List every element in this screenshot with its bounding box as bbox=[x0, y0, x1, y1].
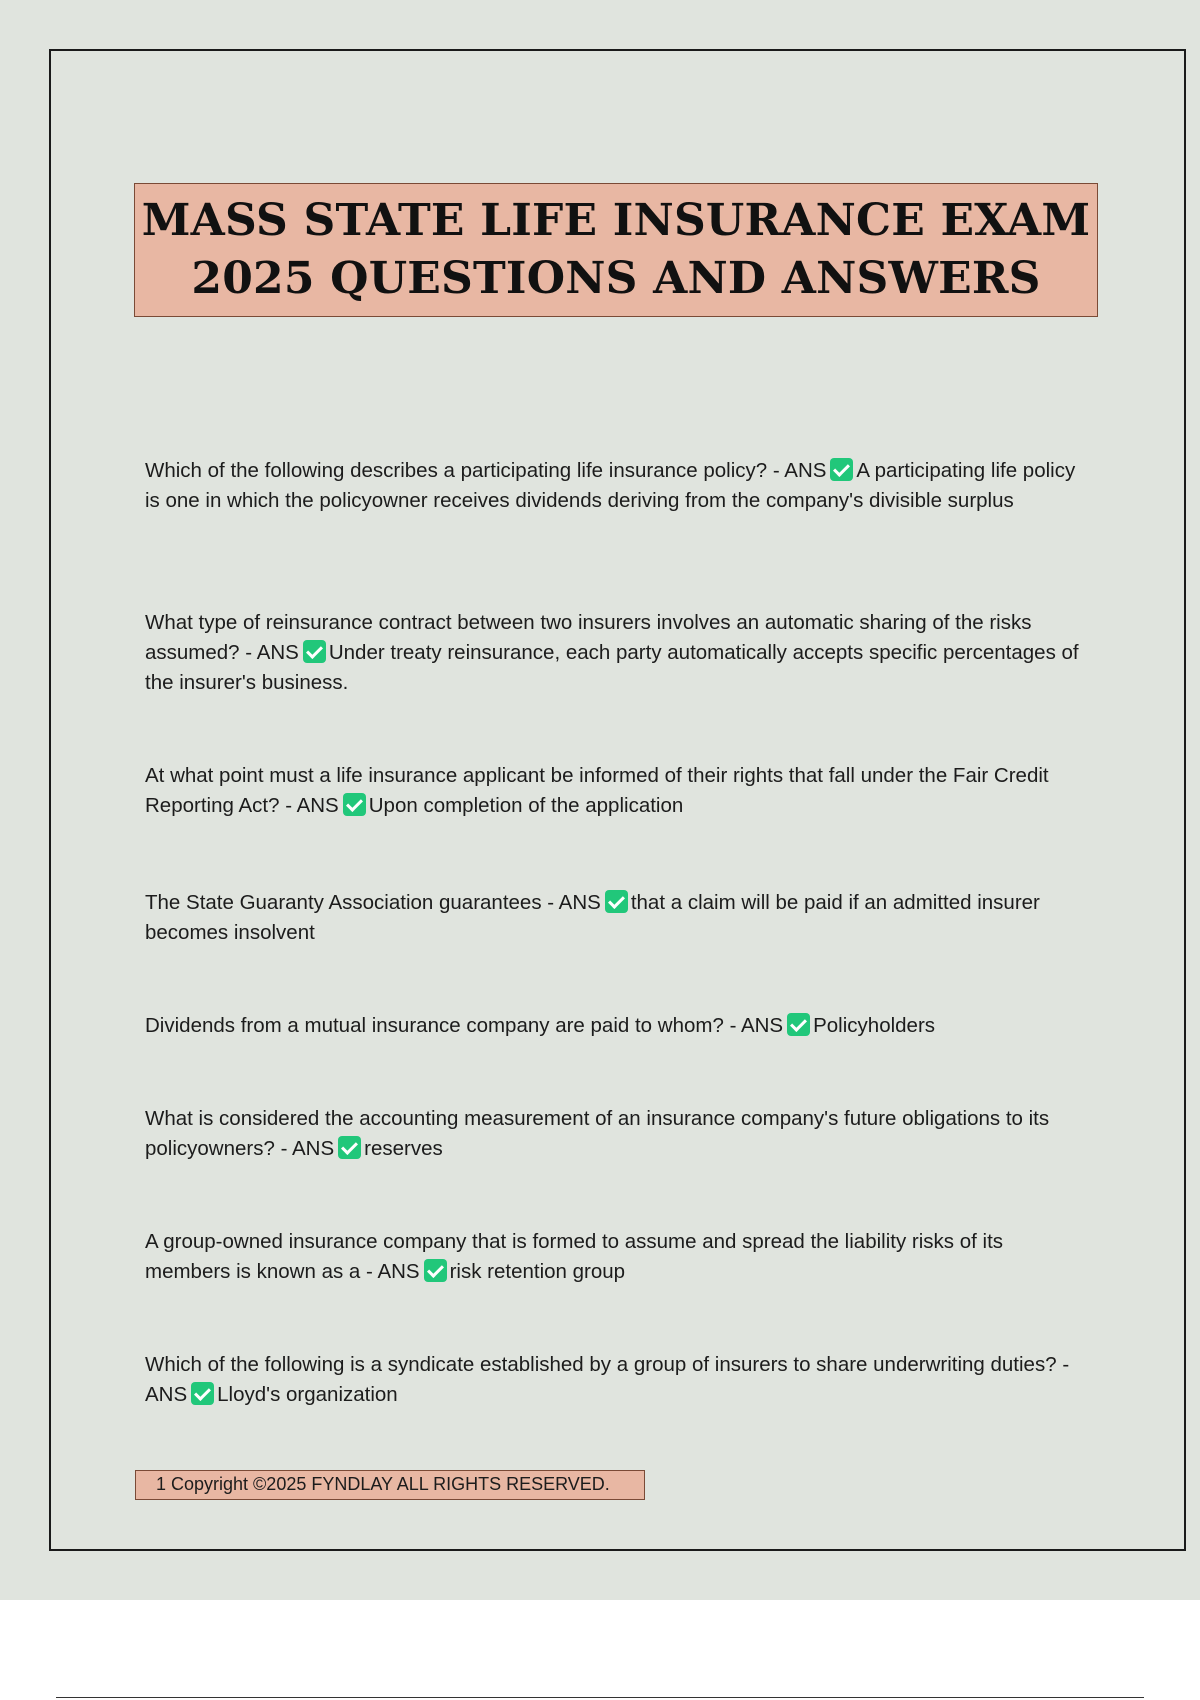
answer-separator: - ANS bbox=[729, 1014, 784, 1037]
check-icon bbox=[424, 1259, 447, 1282]
question-text: At what point must a life insurance applicant be informed of their rights that fall under the Fair Credit Reporting Act? bbox=[145, 764, 1049, 817]
qa-item bbox=[145, 888, 1085, 948]
answer-separator: - ANS bbox=[280, 1137, 335, 1160]
check-icon bbox=[605, 890, 628, 913]
document-title-box bbox=[134, 183, 1098, 317]
qa-item bbox=[145, 456, 1085, 516]
check-icon bbox=[830, 458, 853, 481]
answer-text: Under treaty reinsurance, each party automatically accepts specific percentages of the insurer's business. bbox=[145, 641, 1079, 694]
answer-text: that a claim will be paid if an admitted insurer becomes insolvent bbox=[145, 891, 1040, 944]
answer-separator: - ANS bbox=[772, 459, 827, 482]
question-text: Which of the following describes a participating life insurance policy? bbox=[145, 459, 768, 482]
check-icon bbox=[303, 640, 326, 663]
question-text: What is considered the accounting measurement of an insurance company's future obligations to its policyowners? bbox=[145, 1107, 1050, 1160]
qa-item bbox=[145, 1104, 1085, 1164]
answer-separator: - ANS bbox=[547, 891, 601, 914]
question-text: Dividends from a mutual insurance company are paid to whom? bbox=[145, 1014, 724, 1037]
qa-item bbox=[145, 608, 1085, 698]
qa-item bbox=[145, 761, 1085, 821]
answer-separator: - ANS bbox=[145, 1353, 1070, 1406]
check-icon bbox=[787, 1013, 810, 1036]
answer-text: risk retention group bbox=[449, 1260, 626, 1283]
copyright-footer: 1 Copyright ©2025 FYNDLAY ALL RIGHTS RESERVED. bbox=[135, 1470, 645, 1500]
qa-item bbox=[145, 1011, 1085, 1041]
answer-text: Lloyd's organization bbox=[217, 1383, 398, 1406]
answer-text: Upon completion of the application bbox=[368, 794, 684, 817]
qa-item bbox=[145, 1350, 1085, 1410]
answer-text: A participating life policy is one in which the policyowner receives dividends deriving from the company's divisible surplus bbox=[145, 459, 1076, 512]
answer-separator: - ANS bbox=[366, 1260, 420, 1283]
document-title-line-2: 2025 QUESTIONS AND ANSWERS bbox=[191, 253, 1041, 304]
check-icon bbox=[338, 1136, 361, 1159]
question-text: Which of the following is a syndicate established by a group of insurers to share underwriting duties? bbox=[145, 1353, 1057, 1376]
question-text: What type of reinsurance contract between two insurers involves an automatic sharing of the risks assumed? bbox=[145, 611, 1032, 664]
document-title-line-1: MASS STATE LIFE INSURANCE EXAM bbox=[141, 195, 1091, 246]
answer-separator: - ANS bbox=[285, 794, 339, 817]
check-icon bbox=[191, 1382, 214, 1405]
answer-text: Policyholders bbox=[813, 1014, 936, 1037]
qa-item bbox=[145, 1227, 1085, 1287]
question-text: The State Guaranty Association guarantees bbox=[145, 891, 542, 914]
answer-separator: - ANS bbox=[245, 641, 299, 664]
answer-text: reserves bbox=[364, 1137, 443, 1160]
check-icon bbox=[343, 793, 366, 816]
page-divider bbox=[56, 1697, 1144, 1698]
question-text: A group-owned insurance company that is formed to assume and spread the liability risks of its members is known as a bbox=[145, 1230, 1004, 1283]
